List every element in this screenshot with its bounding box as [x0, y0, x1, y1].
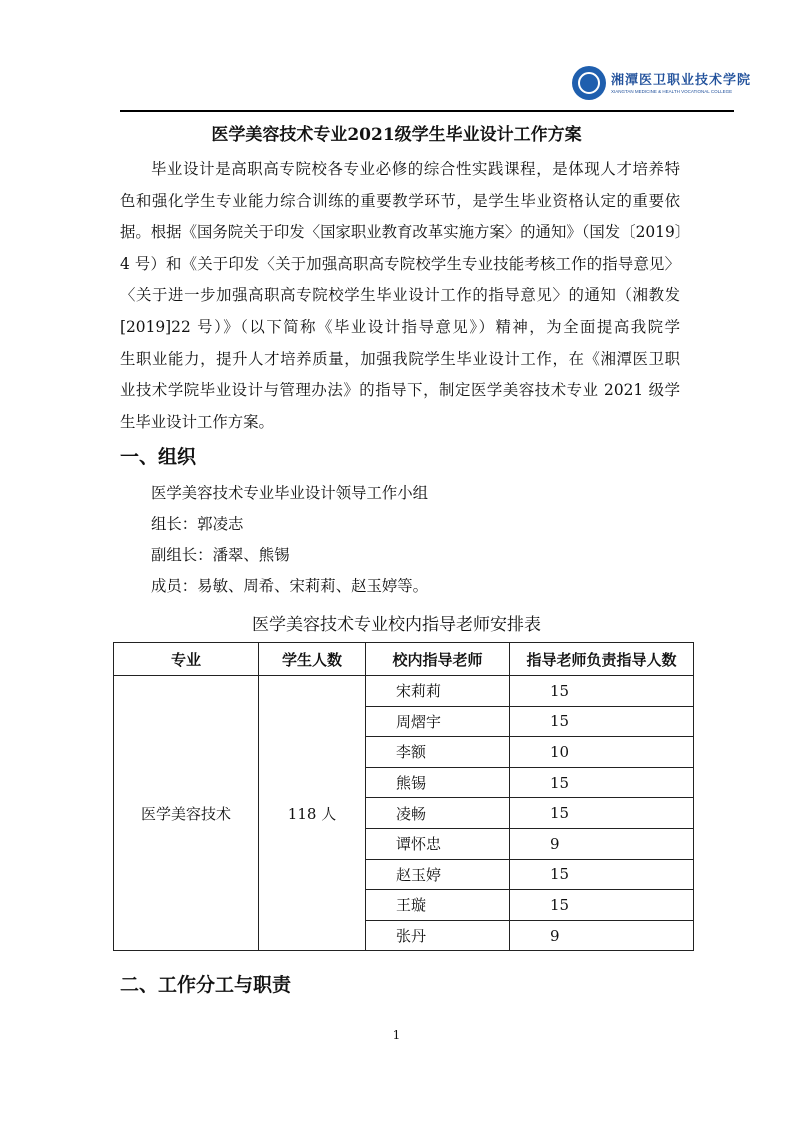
- paragraph-line: [2019]22 号）》（以下简称《毕业设计指导意见》）精神，为全面提高我院学: [120, 317, 680, 336]
- intro-paragraph: [120, 154, 691, 438]
- header-major: 专业: [114, 643, 259, 676]
- org-leader: 组长：郭凌志: [151, 515, 244, 533]
- students-cell: 118 人: [259, 676, 366, 951]
- count-cell: 10: [510, 737, 694, 768]
- header-count: 指导老师负责指导人数: [510, 643, 694, 676]
- paragraph-line: 毕业设计是高职高专院校各专业必修的综合性实践课程，是体现人才培养特: [151, 160, 680, 178]
- college-logo: [572, 66, 751, 100]
- logo-chinese-name: 湘潭医卫职业技术学院: [611, 72, 752, 88]
- teacher-cell: 熊锡: [366, 767, 510, 798]
- teacher-cell: 凌畅: [366, 798, 510, 829]
- paragraph-line: 业技术学院毕业设计与管理办法》的指导下，制定医学美容技术专业 2021 级学: [120, 381, 680, 400]
- count-cell: 15: [510, 798, 694, 829]
- teacher-cell: 王璇: [366, 890, 510, 921]
- paragraph-line: 生毕业设计工作方案。: [120, 412, 274, 431]
- teacher-cell: 宋莉莉: [366, 676, 510, 707]
- org-group-name: 医学美容技术专业毕业设计领导工作小组: [151, 484, 429, 502]
- document-title: 医学美容技术专业2021级学生毕业设计工作方案: [211, 125, 582, 145]
- teacher-cell: 谭怀忠: [366, 828, 510, 859]
- major-cell: 医学美容技术: [114, 676, 259, 951]
- paragraph-line: 〈关于进一步加强高职高专院校学生毕业设计工作的指导意见〉的通知（湘教发: [120, 286, 680, 305]
- count-cell: 9: [510, 920, 694, 951]
- table-row: [114, 676, 694, 707]
- table-caption: 医学美容技术专业校内指导老师安排表: [252, 615, 541, 635]
- org-deputy-leader: 副组长：潘翠、熊锡: [151, 546, 290, 564]
- teacher-cell: 周熠宇: [366, 706, 510, 737]
- section-heading-duties: 二、工作分工与职责: [120, 974, 292, 996]
- paragraph-line: 据。根据《国务院关于印发〈国家职业教育改革实施方案〉的通知》（国发〔2019〕: [120, 223, 691, 242]
- count-cell: 15: [510, 859, 694, 890]
- count-cell: 15: [510, 767, 694, 798]
- header-divider: [120, 110, 734, 112]
- table-header-row: [114, 643, 694, 676]
- logo-english-name: XIANGTAN MEDICINE & HEALTH VOCATIONAL COLLEGE: [611, 88, 733, 94]
- count-cell: 15: [510, 890, 694, 921]
- page-number: 1: [392, 1028, 401, 1042]
- teacher-cell: 张丹: [366, 920, 510, 951]
- header-students: 学生人数: [259, 643, 366, 676]
- advisor-table: [113, 642, 694, 951]
- org-members: 成员：易敏、周希、宋莉莉、赵玉婷等。: [151, 577, 429, 595]
- teacher-cell: 李额: [366, 737, 510, 768]
- college-seal-icon: [572, 66, 606, 100]
- count-cell: 15: [510, 676, 694, 707]
- teacher-cell: 赵玉婷: [366, 859, 510, 890]
- section-heading-organization: 一、组织: [120, 446, 197, 468]
- paragraph-line: 4 号）和《关于印发〈关于加强高职高专院校学生专业技能考核工作的指导意见〉: [120, 254, 680, 273]
- count-cell: 9: [510, 828, 694, 859]
- paragraph-line: 色和强化学生专业能力综合训练的重要教学环节，是学生毕业资格认定的重要依: [120, 191, 680, 210]
- count-cell: 15: [510, 706, 694, 737]
- paragraph-line: 生职业能力，提升人才培养质量，加强我院学生毕业设计工作，在《湘潭医卫职: [120, 349, 680, 368]
- header-teacher: 校内指导老师: [366, 643, 510, 676]
